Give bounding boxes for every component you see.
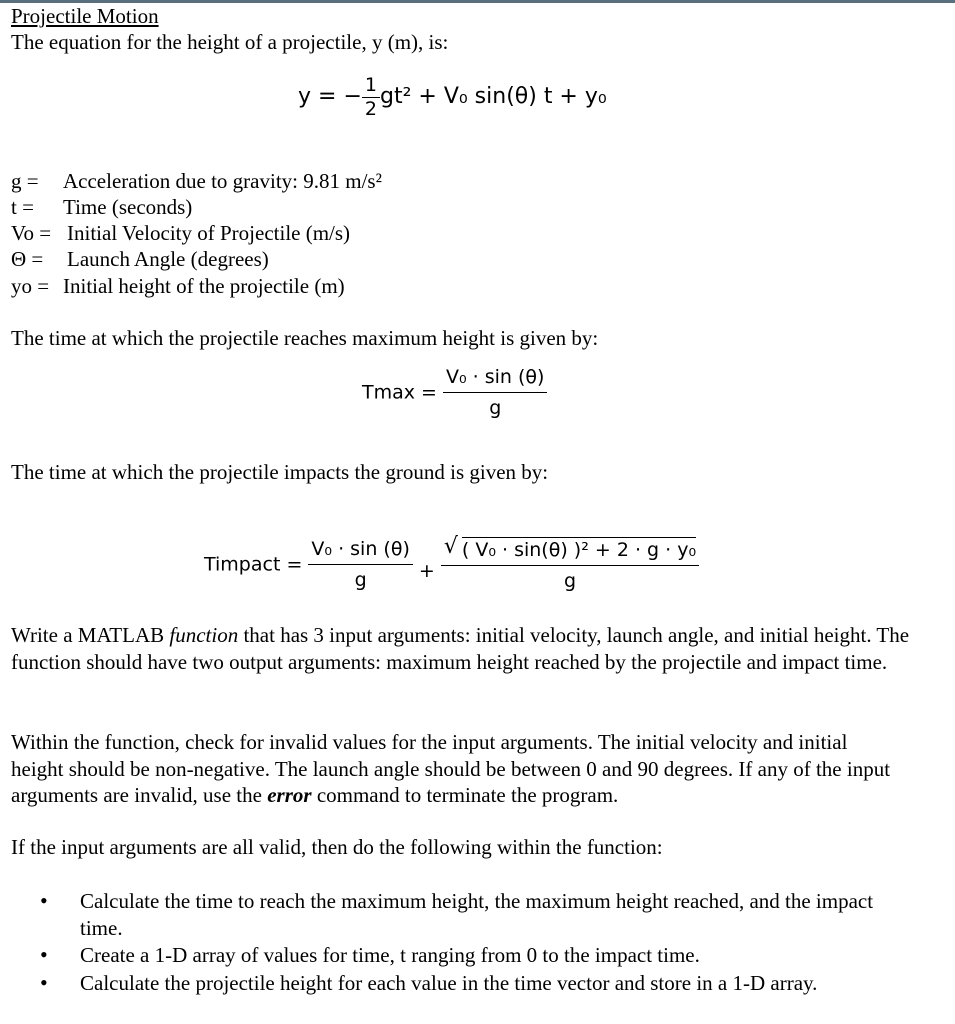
definition-symbol: g = [11, 169, 39, 193]
document-title: Projectile Motion [11, 4, 159, 28]
tmax-lhs: Tmax = [362, 381, 437, 404]
tmax-fraction [443, 366, 547, 419]
definition-vo [11, 220, 350, 246]
timpact-equation [204, 534, 699, 592]
half-numerator: 1 [362, 74, 380, 98]
definition-t [11, 194, 192, 220]
tmax-denominator: g [489, 397, 502, 419]
definition-g [11, 168, 382, 194]
timpact-fraction-1 [308, 538, 412, 591]
definition-theta [11, 246, 269, 272]
list-item: • Create a 1-D array of values for time, t ranging from 0 to the impact time. [40, 942, 920, 969]
square-root [443, 534, 697, 561]
task-paragraph-3: If the input arguments are all valid, then do the following within the function: [11, 835, 663, 859]
height-equation-sign: − [343, 84, 362, 109]
definition-text: Time (seconds) [63, 195, 193, 219]
timpact-lhs: Timpact = [204, 553, 303, 576]
timpact-denominator-1: g [354, 569, 367, 591]
top-border [0, 0, 955, 3]
half-denominator: 2 [364, 98, 377, 120]
radicand: ( V₀ · sin(θ) )² + 2 · g · y₀ [461, 539, 697, 561]
half-fraction [362, 74, 380, 120]
tmax-numerator: V₀ · sin (θ) [443, 366, 547, 393]
height-equation-rest: gt² + V₀ sin(θ) t + y₀ [379, 84, 607, 109]
radical-sign-icon: √ [443, 534, 458, 559]
list-item: • Calculate the projectile height for each value in the time vector and store in a 1-D array. [40, 970, 920, 997]
task2-bold: error [267, 783, 312, 807]
height-equation [298, 74, 607, 120]
timpact-numerator-2 [441, 534, 699, 566]
task2-before: Within the function, check for invalid values for the input arguments. The initial velocity and initial height should be non-negative. The launch angle should be between 0 and 90 degrees. If any of the input arguments are invalid, use the [11, 730, 891, 807]
definition-symbol: t = [11, 195, 34, 219]
definition-text: Initial Velocity of Projectile (m/s) [67, 221, 351, 245]
definition-text: Launch Angle (degrees) [67, 247, 269, 271]
timpact-plus: + [418, 559, 435, 582]
task-paragraph-2 [11, 729, 901, 809]
task-list [40, 888, 920, 997]
definition-text: Initial height of the projectile (m) [63, 274, 345, 298]
timpact-fraction-2 [441, 534, 699, 592]
timpact-intro: The time at which the projectile impacts the ground is given by: [11, 460, 549, 484]
definition-yo [11, 273, 345, 299]
intro-text: The equation for the height of a projectile, y (m), is: [11, 30, 449, 54]
definition-text: Acceleration due to gravity: 9.81 m/s² [63, 169, 382, 193]
height-equation-lhs: y = [298, 84, 337, 109]
definition-symbol: Θ = [11, 247, 44, 271]
timpact-numerator-1: V₀ · sin (θ) [308, 538, 412, 565]
tmax-intro: The time at which the projectile reaches maximum height is given by: [11, 326, 599, 350]
definition-symbol: Vo = [11, 221, 52, 245]
tmax-equation [362, 366, 547, 419]
definition-symbol: yo = [11, 274, 50, 298]
task1-italic: function [169, 623, 239, 647]
task1-after: that has 3 input arguments: initial velocity, launch angle, and initial height. The function should have two output arguments: maximum height reached by the projectile and impact time. [11, 623, 910, 674]
timpact-denominator-2: g [563, 570, 576, 592]
task2-after: command to terminate the program. [311, 783, 619, 807]
list-item: • Calculate the time to reach the maximum height, the maximum height reached, and the impact time. [40, 888, 920, 941]
task-paragraph-1 [11, 622, 911, 675]
task1-before: Write a MATLAB [11, 623, 170, 647]
